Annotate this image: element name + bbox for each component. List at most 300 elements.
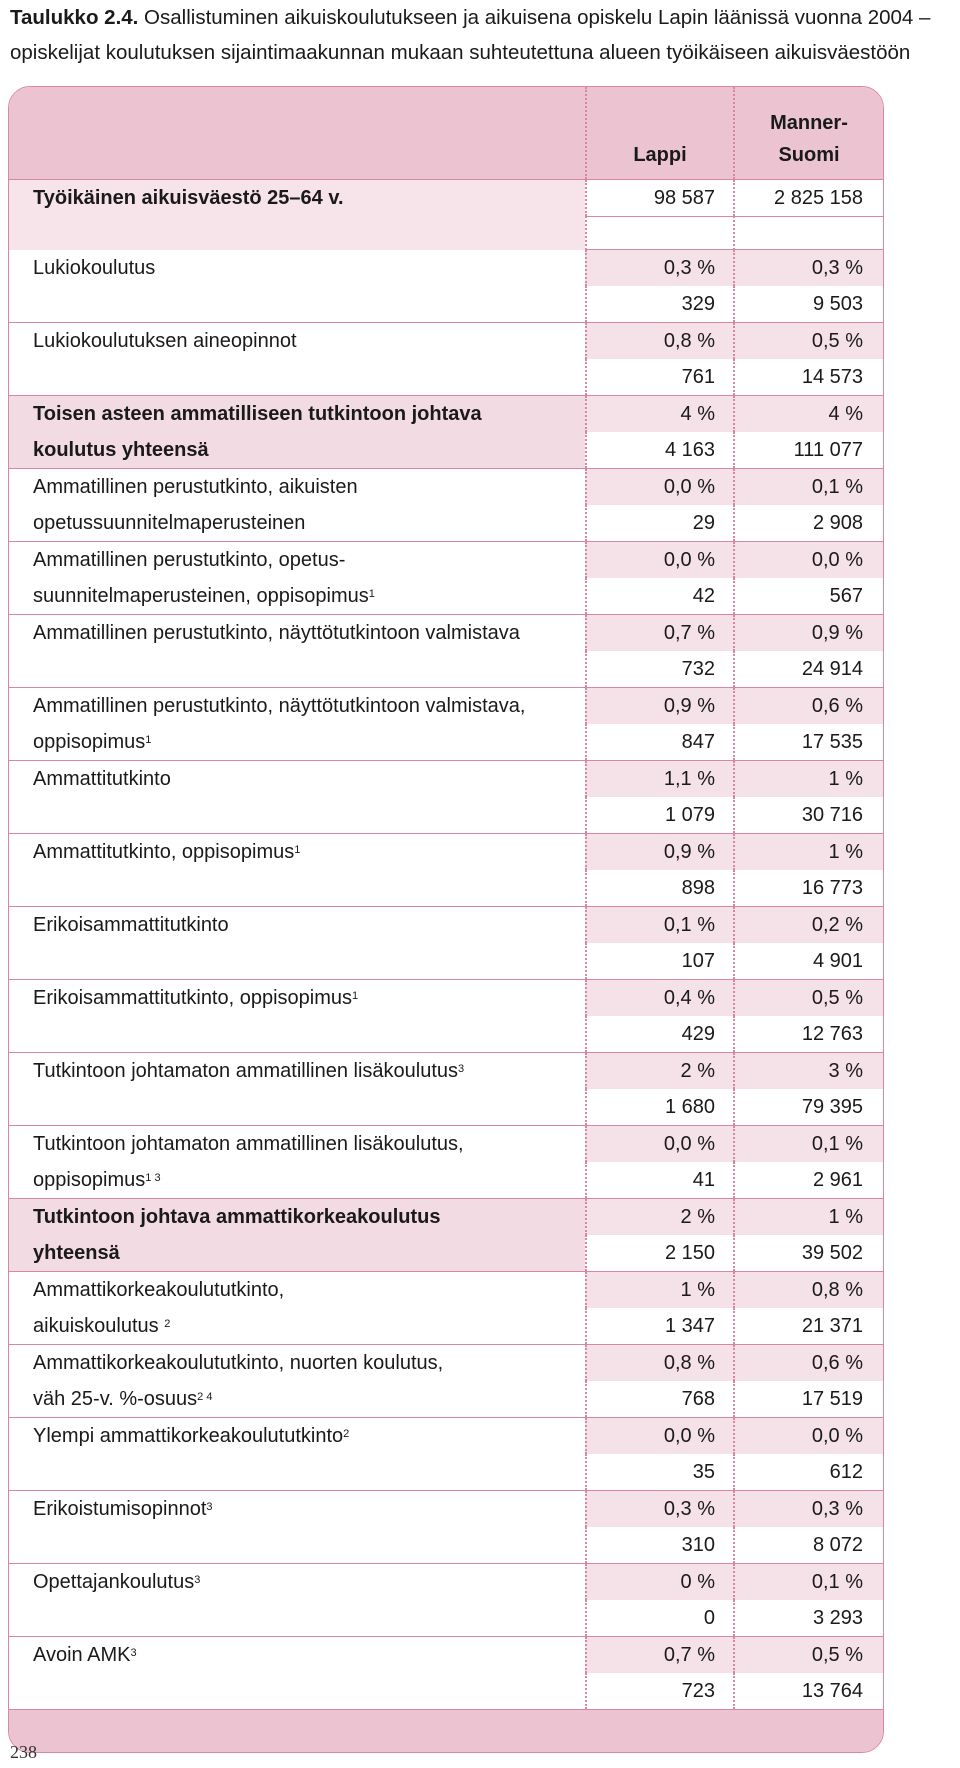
manner-count xyxy=(733,943,883,979)
lappi-count xyxy=(585,1454,733,1490)
manner-percent xyxy=(733,396,883,432)
row-label-continued-text: oppisopimus xyxy=(33,731,146,753)
manner-percent xyxy=(733,1418,883,1454)
lappi-percent xyxy=(585,1637,733,1673)
lappi-count-text: 310 xyxy=(681,1534,715,1556)
row-label-continued xyxy=(9,797,585,833)
lappi-count xyxy=(585,432,733,468)
table-row-percent xyxy=(9,833,883,870)
manner-count-text: 30 716 xyxy=(801,804,863,826)
lappi-count-text: 329 xyxy=(681,293,715,315)
footnote-marker: 1 3 xyxy=(145,1172,161,1184)
manner-count xyxy=(733,797,883,833)
row-label-continued-text: yhteensä xyxy=(33,1242,120,1264)
lappi-count-text: 35 xyxy=(692,1461,715,1483)
lappi-percent-text: 0,4 % xyxy=(663,987,715,1009)
lappi-percent xyxy=(585,761,733,797)
manner-percent xyxy=(733,907,883,943)
lappi-percent xyxy=(585,250,733,286)
population-label: Työikäinen aikuisväestö 25–64 v. xyxy=(33,187,344,209)
row-label xyxy=(9,1418,585,1454)
header-manner-line1: Manner- xyxy=(770,112,848,134)
row-label-continued-text: suunnitelmaperusteinen, oppisopimus xyxy=(33,585,369,607)
lappi-percent-text: 0,0 % xyxy=(663,476,715,498)
row-label-continued xyxy=(9,870,585,906)
footnote-marker: 1 xyxy=(368,588,375,600)
table-row-count xyxy=(9,797,883,833)
manner-count-text: 16 773 xyxy=(801,877,863,899)
table-row-count xyxy=(9,1162,883,1198)
lappi-count xyxy=(585,1016,733,1052)
row-label-continued-text: väh 25-v. %-osuus xyxy=(33,1388,198,1410)
lappi-count xyxy=(585,943,733,979)
lappi-count xyxy=(585,1673,733,1709)
row-label xyxy=(9,1345,585,1381)
manner-count-text: 12 763 xyxy=(801,1023,863,1045)
row-label-continued xyxy=(9,1381,585,1417)
row-label-continued xyxy=(9,1673,585,1709)
row-label-text: Avoin AMK xyxy=(33,1644,131,1666)
lappi-count xyxy=(585,359,733,395)
row-label-continued-text: aikuiskoulutus xyxy=(33,1315,165,1337)
table-row-count xyxy=(9,724,883,760)
lappi-percent xyxy=(585,1418,733,1454)
row-label-continued xyxy=(9,286,585,322)
footnote-marker: 1 xyxy=(352,990,359,1002)
manner-percent xyxy=(733,761,883,797)
row-label-continued xyxy=(9,1089,585,1125)
lappi-count xyxy=(585,651,733,687)
lappi-count-text: 732 xyxy=(681,658,715,680)
lappi-count xyxy=(585,797,733,833)
row-label-text: Erikoisammattitutkinto, oppisopimus xyxy=(33,987,353,1009)
manner-percent-text: 0,8 % xyxy=(811,1279,863,1301)
lappi-percent xyxy=(585,980,733,1016)
manner-count xyxy=(733,1381,883,1417)
lappi-percent-text: 1,1 % xyxy=(663,768,715,790)
row-label-text: Tutkintoon johtamaton ammatillinen lisäkoulutus xyxy=(33,1060,459,1082)
manner-count-text: 2 908 xyxy=(812,512,863,534)
row-label xyxy=(9,834,585,870)
table-row-percent xyxy=(9,1344,883,1381)
row-label xyxy=(9,761,585,797)
manner-percent-text: 0,6 % xyxy=(811,1352,863,1374)
table-row-percent xyxy=(9,1636,883,1673)
manner-percent xyxy=(733,1272,883,1308)
manner-percent-text: 1 % xyxy=(828,841,863,863)
table-row-percent xyxy=(9,687,883,724)
lappi-count xyxy=(585,1089,733,1125)
footnote-marker: 3 xyxy=(458,1063,465,1075)
lappi-percent xyxy=(585,323,733,359)
lappi-percent xyxy=(585,1272,733,1308)
row-label-continued-text: koulutus yhteensä xyxy=(33,439,209,461)
footnote-marker: 1 xyxy=(294,844,301,856)
spacer-label xyxy=(9,216,585,250)
manner-percent-text: 0,3 % xyxy=(811,1498,863,1520)
table-row-count xyxy=(9,578,883,614)
lappi-percent-text: 0,9 % xyxy=(663,841,715,863)
row-label-text: Erikoisammattitutkinto xyxy=(33,914,229,936)
lappi-count-text: 2 150 xyxy=(664,1242,715,1264)
manner-percent-text: 0,2 % xyxy=(811,914,863,936)
population-lappi: 98 587 xyxy=(585,180,733,216)
manner-percent xyxy=(733,688,883,724)
table-row-percent xyxy=(9,541,883,578)
lappi-percent-text: 2 % xyxy=(680,1206,715,1228)
manner-count-text: 17 519 xyxy=(801,1388,863,1410)
row-label xyxy=(9,1126,585,1162)
manner-count-text: 39 502 xyxy=(801,1242,863,1264)
row-label-text: Opettajankoulutus xyxy=(33,1571,195,1593)
row-label-continued xyxy=(9,1454,585,1490)
footnote-marker: 3 xyxy=(206,1501,213,1513)
manner-count-text: 79 395 xyxy=(801,1096,863,1118)
row-label xyxy=(9,1272,585,1308)
manner-count xyxy=(733,578,883,614)
data-table xyxy=(8,86,884,1753)
lappi-count-text: 42 xyxy=(692,585,715,607)
row-label-text: Ammatillinen perustutkinto, näyttötutkintoon valmistava xyxy=(33,622,520,644)
row-label xyxy=(9,542,585,578)
manner-count-text: 24 914 xyxy=(801,658,863,680)
lappi-percent-text: 0,8 % xyxy=(663,330,715,352)
lappi-count-text: 1 347 xyxy=(664,1315,715,1337)
lappi-percent-text: 0,7 % xyxy=(663,622,715,644)
lappi-percent-text: 2 % xyxy=(680,1060,715,1082)
table-row-count xyxy=(9,432,883,468)
table-row-count xyxy=(9,1527,883,1563)
manner-percent xyxy=(733,834,883,870)
lappi-percent-text: 0,7 % xyxy=(663,1644,715,1666)
manner-percent-text: 0,5 % xyxy=(811,1644,863,1666)
row-label-text: Ammatillinen perustutkinto, opetus- xyxy=(33,549,346,571)
lappi-count-text: 0 xyxy=(703,1607,715,1629)
table-row-percent xyxy=(9,1563,883,1600)
lappi-percent-text: 0,8 % xyxy=(663,1352,715,1374)
manner-count xyxy=(733,1600,883,1636)
lappi-count-text: 429 xyxy=(681,1023,715,1045)
lappi-percent-text: 0,0 % xyxy=(663,1425,715,1447)
manner-percent xyxy=(733,542,883,578)
manner-percent-text: 0,1 % xyxy=(811,1133,863,1155)
lappi-percent-text: 0 % xyxy=(680,1571,715,1593)
table-row-percent xyxy=(9,760,883,797)
row-label xyxy=(9,980,585,1016)
row-label-continued xyxy=(9,432,585,468)
lappi-count xyxy=(585,1600,733,1636)
lappi-count xyxy=(585,1381,733,1417)
lappi-percent-text: 0,3 % xyxy=(663,257,715,279)
lappi-percent xyxy=(585,396,733,432)
lappi-percent-text: 0,3 % xyxy=(663,1498,715,1520)
table-row-percent xyxy=(9,614,883,651)
row-label-continued xyxy=(9,724,585,760)
manner-percent xyxy=(733,1637,883,1673)
manner-percent xyxy=(733,250,883,286)
manner-percent xyxy=(733,1345,883,1381)
lappi-count xyxy=(585,1308,733,1344)
manner-count-text: 2 961 xyxy=(812,1169,863,1191)
row-label-text: Ammatillinen perustutkinto, näyttötutkintoon valmistava, xyxy=(33,695,526,717)
row-label-continued xyxy=(9,578,585,614)
row-label-continued xyxy=(9,1527,585,1563)
header-lappi xyxy=(585,87,733,179)
manner-count-text: 111 077 xyxy=(793,439,863,461)
lappi-percent-text: 0,0 % xyxy=(663,1133,715,1155)
manner-percent xyxy=(733,1053,883,1089)
manner-percent xyxy=(733,615,883,651)
lappi-count-text: 107 xyxy=(681,950,715,972)
manner-count-text: 14 573 xyxy=(801,366,863,388)
table-body xyxy=(9,250,883,1709)
manner-count xyxy=(733,724,883,760)
table-row-count xyxy=(9,943,883,979)
manner-count xyxy=(733,1235,883,1271)
table-row-count xyxy=(9,870,883,906)
lappi-count-text: 898 xyxy=(681,877,715,899)
lappi-count xyxy=(585,1527,733,1563)
row-label-text: Toisen asteen ammatilliseen tutkintoon johtava xyxy=(33,403,482,425)
table-row-percent xyxy=(9,1052,883,1089)
lappi-percent-text: 1 % xyxy=(680,1279,715,1301)
manner-percent xyxy=(733,980,883,1016)
lappi-count xyxy=(585,1162,733,1198)
manner-percent-text: 0,6 % xyxy=(811,695,863,717)
manner-percent xyxy=(733,1199,883,1235)
manner-count xyxy=(733,432,883,468)
manner-percent-text: 0,1 % xyxy=(811,476,863,498)
lappi-count-text: 41 xyxy=(692,1169,715,1191)
row-label-continued xyxy=(9,1016,585,1052)
table-row-count xyxy=(9,286,883,322)
table-row-count xyxy=(9,1016,883,1052)
row-label-continued xyxy=(9,1162,585,1198)
footnote-marker: 2 xyxy=(164,1318,171,1330)
lappi-percent xyxy=(585,907,733,943)
row-label-text: Lukiokoulutuksen aineopinnot xyxy=(33,330,297,352)
manner-percent-text: 0,0 % xyxy=(811,1425,863,1447)
row-label xyxy=(9,688,585,724)
lappi-percent xyxy=(585,1199,733,1235)
manner-percent-text: 4 % xyxy=(828,403,863,425)
row-label-text: Tutkintoon johtava ammattikorkeakoulutus xyxy=(33,1206,441,1228)
manner-percent-text: 0,5 % xyxy=(811,987,863,1009)
lappi-percent-text: 0,1 % xyxy=(663,914,715,936)
manner-count xyxy=(733,1454,883,1490)
table-row-count xyxy=(9,1600,883,1636)
manner-count xyxy=(733,1162,883,1198)
row-label xyxy=(9,250,585,286)
row-label-continued-text: oppisopimus xyxy=(33,1169,146,1191)
manner-count xyxy=(733,1308,883,1344)
table-row-percent xyxy=(9,395,883,432)
population-manner: 2 825 158 xyxy=(733,180,883,216)
lappi-count xyxy=(585,286,733,322)
lappi-count-text: 768 xyxy=(681,1388,715,1410)
footnote-marker: 2 xyxy=(343,1428,350,1440)
lappi-count xyxy=(585,1235,733,1271)
table-footer xyxy=(9,1709,883,1752)
manner-count-text: 17 535 xyxy=(801,731,863,753)
lappi-percent xyxy=(585,1345,733,1381)
spacer-row xyxy=(9,216,883,250)
row-label-text: Erikoistumisopinnot xyxy=(33,1498,207,1520)
manner-percent-text: 3 % xyxy=(828,1060,863,1082)
table-row-count xyxy=(9,359,883,395)
lappi-percent xyxy=(585,834,733,870)
table-row-percent xyxy=(9,1198,883,1235)
row-label xyxy=(9,1491,585,1527)
row-label-continued xyxy=(9,1235,585,1271)
manner-percent-text: 0,9 % xyxy=(811,622,863,644)
lappi-percent xyxy=(585,1564,733,1600)
page-number: 238 xyxy=(10,1742,37,1762)
row-label xyxy=(9,396,585,432)
row-label-continued xyxy=(9,359,585,395)
manner-percent-text: 1 % xyxy=(828,768,863,790)
manner-count xyxy=(733,1089,883,1125)
lappi-percent xyxy=(585,1491,733,1527)
row-label-continued xyxy=(9,943,585,979)
manner-percent xyxy=(733,469,883,505)
lappi-percent-text: 4 % xyxy=(680,403,715,425)
table-row-count xyxy=(9,1454,883,1490)
manner-percent-text: 0,5 % xyxy=(811,330,863,352)
row-label-text: Ylempi ammattikorkeakoulututkinto xyxy=(33,1425,344,1447)
lappi-count xyxy=(585,578,733,614)
table-row-count xyxy=(9,651,883,687)
lappi-count-text: 1 079 xyxy=(664,804,715,826)
table-row-count xyxy=(9,1308,883,1344)
table-row-count xyxy=(9,1673,883,1709)
table-row-percent xyxy=(9,906,883,943)
row-label xyxy=(9,469,585,505)
header-manner-line2: Suomi xyxy=(778,144,840,166)
row-label xyxy=(9,323,585,359)
footnote-marker: 3 xyxy=(130,1647,137,1659)
manner-percent-text: 0,3 % xyxy=(811,257,863,279)
table-row-count xyxy=(9,1089,883,1125)
manner-count-text: 612 xyxy=(829,1461,863,1483)
manner-count xyxy=(733,505,883,541)
manner-count xyxy=(733,286,883,322)
manner-count-text: 8 072 xyxy=(812,1534,863,1556)
row-label xyxy=(9,1053,585,1089)
row-label-continued xyxy=(9,1600,585,1636)
table-number: Taulukko 2.4. xyxy=(10,6,139,29)
table-row-percent xyxy=(9,1490,883,1527)
footnote-marker: 2 4 xyxy=(197,1391,213,1403)
row-label xyxy=(9,615,585,651)
footnote-marker: 3 xyxy=(194,1574,201,1586)
manner-percent xyxy=(733,1126,883,1162)
row-label xyxy=(9,1637,585,1673)
spacer-manner xyxy=(733,216,883,250)
header-manner-suomi xyxy=(733,87,883,179)
row-label-text: Ammattitutkinto, oppisopimus xyxy=(33,841,295,863)
manner-percent xyxy=(733,1564,883,1600)
manner-count-text: 3 293 xyxy=(812,1607,863,1629)
table-row-percent xyxy=(9,1417,883,1454)
lappi-count-text: 4 163 xyxy=(664,439,715,461)
row-label xyxy=(9,907,585,943)
row-label xyxy=(9,1564,585,1600)
lappi-percent xyxy=(585,1053,733,1089)
lappi-percent xyxy=(585,469,733,505)
row-label-continued-text: opetussuunnitelmaperusteinen xyxy=(33,512,306,534)
manner-percent-text: 0,0 % xyxy=(811,549,863,571)
row-label-text: Tutkintoon johtamaton ammatillinen lisäkoulutus, xyxy=(33,1133,464,1155)
footnote-marker: 1 xyxy=(145,734,152,746)
manner-percent-text: 0,1 % xyxy=(811,1571,863,1593)
row-label-text: Lukiokoulutus xyxy=(33,257,156,279)
lappi-count-text: 847 xyxy=(681,731,715,753)
lappi-count xyxy=(585,870,733,906)
table-row-percent xyxy=(9,1125,883,1162)
row-label-continued xyxy=(9,505,585,541)
manner-percent xyxy=(733,323,883,359)
table-title: Osallistuminen aikuiskoulutukseen ja aikuisena opiskelu Lapin läänissä vuonna 2004 – opiskelijat koulutuksen sijaintimaakunnan mukaan suhteutettuna alueen työikäiseen aikuisväestöön xyxy=(10,6,931,64)
manner-count xyxy=(733,359,883,395)
header-label-cell xyxy=(9,87,585,179)
manner-count xyxy=(733,1527,883,1563)
lappi-count-text: 761 xyxy=(681,366,715,388)
lappi-count-text: 1 680 xyxy=(664,1096,715,1118)
manner-count xyxy=(733,1016,883,1052)
table-row-percent xyxy=(9,1271,883,1308)
manner-percent-text: 1 % xyxy=(828,1206,863,1228)
lappi-count xyxy=(585,724,733,760)
lappi-percent xyxy=(585,688,733,724)
population-row xyxy=(9,179,883,216)
table-row-percent xyxy=(9,322,883,359)
spacer-lappi xyxy=(585,216,733,250)
table-row-percent xyxy=(9,468,883,505)
table-row-count xyxy=(9,1235,883,1271)
row-label-text: Ammattitutkinto xyxy=(33,768,171,790)
row-label-continued xyxy=(9,1308,585,1344)
header-lappi-text: Lappi xyxy=(633,144,687,166)
table-caption xyxy=(10,0,955,70)
lappi-percent xyxy=(585,1126,733,1162)
table-row-percent xyxy=(9,250,883,286)
table-row-count xyxy=(9,505,883,541)
row-label-text: Ammattikorkeakoulututkinto, nuorten koulutus, xyxy=(33,1352,444,1374)
table-header xyxy=(9,87,883,179)
row-label-text: Ammatillinen perustutkinto, aikuisten xyxy=(33,476,358,498)
table-row-count xyxy=(9,1381,883,1417)
manner-count-text: 21 371 xyxy=(801,1315,863,1337)
lappi-count xyxy=(585,505,733,541)
row-label-continued xyxy=(9,651,585,687)
lappi-count-text: 29 xyxy=(692,512,715,534)
row-label xyxy=(9,1199,585,1235)
manner-count xyxy=(733,870,883,906)
lappi-count-text: 723 xyxy=(681,1680,715,1702)
manner-count xyxy=(733,651,883,687)
manner-percent xyxy=(733,1491,883,1527)
manner-count-text: 567 xyxy=(829,585,863,607)
manner-count-text: 13 764 xyxy=(801,1680,863,1702)
manner-count-text: 4 901 xyxy=(812,950,863,972)
manner-count-text: 9 503 xyxy=(812,293,863,315)
lappi-percent xyxy=(585,542,733,578)
table-row-percent xyxy=(9,979,883,1016)
lappi-percent-text: 0,0 % xyxy=(663,549,715,571)
lappi-percent-text: 0,9 % xyxy=(663,695,715,717)
row-label-text: Ammattikorkeakoulututkinto, xyxy=(33,1279,285,1301)
